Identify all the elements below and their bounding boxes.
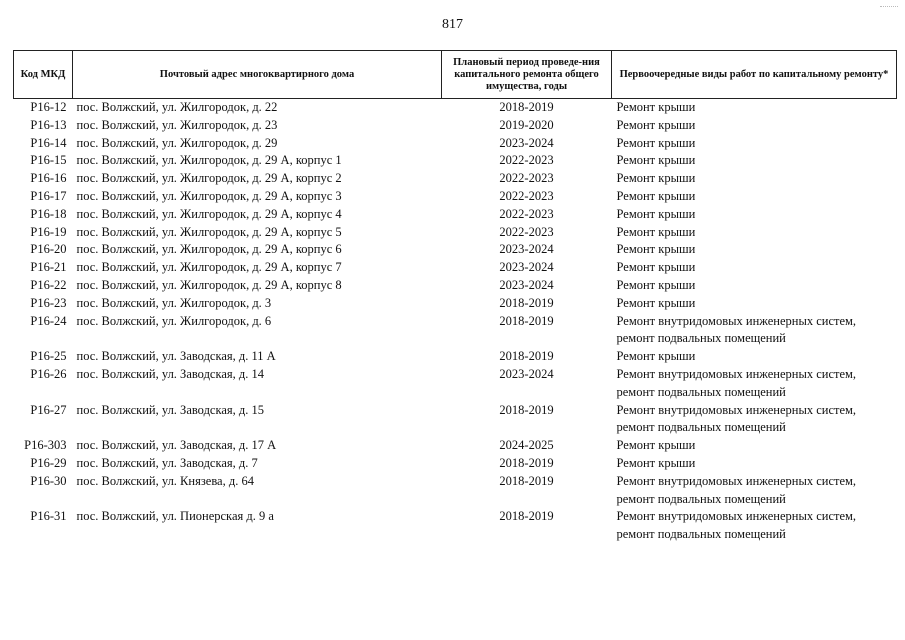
work-type-line: Ремонт крыши: [616, 171, 696, 186]
work-type-line: Ремонт крыши: [616, 242, 696, 257]
postal-address: пос. Волжский, ул. Жилгородок, д. 23: [76, 117, 278, 132]
mkd-code: Р16-15: [30, 153, 67, 168]
postal-address: пос. Волжский, ул. Пионерская д. 9 а: [76, 509, 274, 524]
postal-address: пос. Волжский, ул. Жилгородок, д. 22: [76, 100, 278, 114]
table-row: [14, 313, 897, 349]
table-row: [14, 152, 897, 170]
postal-address: пос. Волжский, ул. Заводская, д. 15: [76, 402, 265, 417]
postal-address: пос. Волжский, ул. Заводская, д. 11 А: [76, 349, 276, 364]
table-row: [14, 508, 897, 544]
work-type-line: Ремонт внутридомовых инженерных систем,: [616, 402, 857, 417]
repair-period: 2018-2019: [499, 313, 554, 328]
work-type-line: ремонт подвальных помещений: [616, 491, 786, 506]
mkd-code: Р16-18: [30, 206, 67, 221]
header-code: Код МКД: [14, 51, 73, 99]
table-row: [14, 473, 897, 509]
work-type-line: Ремонт крыши: [616, 224, 696, 239]
header-address: Почтовый адрес многоквартирного дома: [73, 51, 442, 99]
mkd-code: Р16-21: [30, 260, 67, 275]
postal-address: пос. Волжский, ул. Жилгородок, д. 29 А, корпус 5: [76, 224, 342, 239]
table-row: [14, 437, 897, 455]
postal-address: пос. Волжский, ул. Жилгородок, д. 3: [76, 295, 272, 310]
postal-address: пос. Волжский, ул. Заводская, д. 17 А: [76, 438, 277, 453]
work-type-line: Ремонт крыши: [616, 206, 696, 221]
table-row: [14, 117, 897, 135]
work-types: [612, 508, 897, 544]
mkd-code: Р16-19: [30, 224, 67, 239]
postal-address: пос. Волжский, ул. Жилгородок, д. 29 А, корпус 2: [76, 171, 342, 186]
repair-period: 2023-2024: [499, 366, 554, 381]
header-period: Плановый период проведе-ния капитального ремонта общего имущества, годы: [442, 51, 612, 99]
page-number: 817: [442, 17, 463, 32]
mkd-code: Р16-14: [30, 135, 67, 150]
repair-period: 2018-2019: [499, 295, 554, 310]
mkd-code: Р16-27: [30, 402, 67, 417]
work-type-line: ремонт подвальных помещений: [616, 384, 786, 399]
mkd-code: Р16-24: [30, 313, 67, 328]
work-type-line: Ремонт внутридомовых инженерных систем,: [616, 313, 857, 328]
repair-period: 2024-2025: [499, 438, 554, 453]
work-type-line: Ремонт крыши: [616, 277, 696, 292]
work-type-line: ремонт подвальных помещений: [616, 420, 786, 435]
table-row: [14, 259, 897, 277]
work-type-line: Ремонт крыши: [616, 135, 696, 150]
work-type-line: Ремонт внутридомовых инженерных систем,: [616, 509, 857, 524]
repair-period: 2022-2023: [499, 171, 554, 186]
work-type-line: ремонт подвальных помещений: [616, 527, 786, 542]
work-types: [612, 117, 897, 135]
table-row: [14, 224, 897, 242]
table-row: [14, 455, 897, 473]
repair-period: 2023-2024: [499, 277, 554, 292]
table-row: [14, 295, 897, 313]
repair-period: 2018-2019: [499, 349, 554, 364]
postal-address: пос. Волжский, ул. Жилгородок, д. 29 А, корпус 8: [76, 277, 342, 292]
scan-artifact: [880, 6, 898, 8]
postal-address: пос. Волжский, ул. Жилгородок, д. 29 А, корпус 3: [76, 188, 342, 203]
work-type-line: Ремонт крыши: [616, 438, 696, 453]
work-types: [612, 170, 897, 188]
mkd-code: Р16-12: [30, 100, 67, 114]
work-types: [612, 437, 897, 455]
work-type-line: Ремонт крыши: [616, 349, 696, 364]
mkd-code: Р16-16: [30, 171, 67, 186]
postal-address: пос. Волжский, ул. Жилгородок, д. 29: [76, 135, 278, 150]
table-row: [14, 402, 897, 438]
table-row: [14, 170, 897, 188]
work-type-line: Ремонт крыши: [616, 117, 696, 132]
table-row: [14, 348, 897, 366]
mkd-code: Р16-22: [30, 277, 67, 292]
repair-period: 2022-2023: [499, 206, 554, 221]
postal-address: пос. Волжский, ул. Жилгородок, д. 6: [76, 313, 272, 328]
work-type-line: Ремонт крыши: [616, 153, 696, 168]
postal-address: пос. Волжский, ул. Жилгородок, д. 29 А, корпус 4: [76, 206, 342, 221]
mkd-code: Р16-29: [30, 455, 67, 470]
repair-period: 2018-2019: [499, 100, 554, 114]
work-types: [612, 402, 897, 438]
mkd-code: Р16-20: [30, 242, 67, 257]
repair-period: 2018-2019: [499, 473, 554, 488]
work-types: [612, 455, 897, 473]
postal-address: пос. Волжский, ул. Заводская, д. 7: [76, 455, 258, 470]
header-work: Первоочередные виды работ по капитальному ремонту*: [612, 51, 897, 99]
postal-address: пос. Волжский, ул. Жилгородок, д. 29 А, корпус 1: [76, 153, 342, 168]
work-type-line: Ремонт крыши: [616, 188, 696, 203]
repair-period: 2023-2024: [499, 260, 554, 275]
capital-repair-table: [13, 50, 897, 544]
repair-period: 2022-2023: [499, 188, 554, 203]
repair-period: 2019-2020: [499, 117, 554, 132]
work-type-line: Ремонт внутридомовых инженерных систем,: [616, 366, 857, 381]
repair-period: 2022-2023: [499, 224, 554, 239]
work-types: [612, 348, 897, 366]
work-type-line: ремонт подвальных помещений: [616, 331, 786, 346]
work-types: [612, 313, 897, 349]
repair-period: 2022-2023: [499, 153, 554, 168]
table-row: [14, 206, 897, 224]
mkd-code: Р16-25: [30, 349, 67, 364]
work-types: [612, 277, 897, 295]
work-types: [612, 152, 897, 170]
mkd-code: Р16-23: [30, 295, 67, 310]
work-types: [612, 224, 897, 242]
table-row: [14, 99, 897, 117]
work-types: [612, 241, 897, 259]
postal-address: пос. Волжский, ул. Жилгородок, д. 29 А, корпус 6: [76, 242, 342, 257]
work-types: [612, 473, 897, 509]
mkd-code: Р16-303: [24, 438, 67, 453]
table-body: [14, 99, 897, 544]
postal-address: пос. Волжский, ул. Заводская, д. 14: [76, 366, 265, 381]
work-types: [612, 366, 897, 402]
work-types: [612, 295, 897, 313]
work-type-line: Ремонт крыши: [616, 100, 696, 114]
table-row: [14, 277, 897, 295]
repair-period: 2018-2019: [499, 402, 554, 417]
mkd-code: Р16-17: [30, 188, 67, 203]
table-row: [14, 188, 897, 206]
mkd-code: Р16-30: [30, 473, 67, 488]
work-types: [612, 206, 897, 224]
work-type-line: Ремонт крыши: [616, 260, 696, 275]
mkd-code: Р16-26: [30, 366, 67, 381]
mkd-code: Р16-13: [30, 117, 67, 132]
work-types: [612, 259, 897, 277]
table-row: [14, 366, 897, 402]
work-types: [612, 188, 897, 206]
postal-address: пос. Волжский, ул. Князева, д. 64: [76, 473, 254, 488]
repair-period: 2018-2019: [499, 455, 554, 470]
work-type-line: Ремонт крыши: [616, 455, 696, 470]
work-type-line: Ремонт крыши: [616, 295, 696, 310]
table-header: [14, 51, 897, 99]
repair-period: 2023-2024: [499, 135, 554, 150]
table-row: [14, 241, 897, 259]
work-type-line: Ремонт внутридомовых инженерных систем,: [616, 473, 857, 488]
mkd-code: Р16-31: [30, 509, 67, 524]
table-row: [14, 135, 897, 153]
repair-period: 2018-2019: [499, 509, 554, 524]
work-types: [612, 99, 897, 117]
work-types: [612, 135, 897, 153]
repair-period: 2023-2024: [499, 242, 554, 257]
postal-address: пос. Волжский, ул. Жилгородок, д. 29 А, корпус 7: [76, 260, 342, 275]
